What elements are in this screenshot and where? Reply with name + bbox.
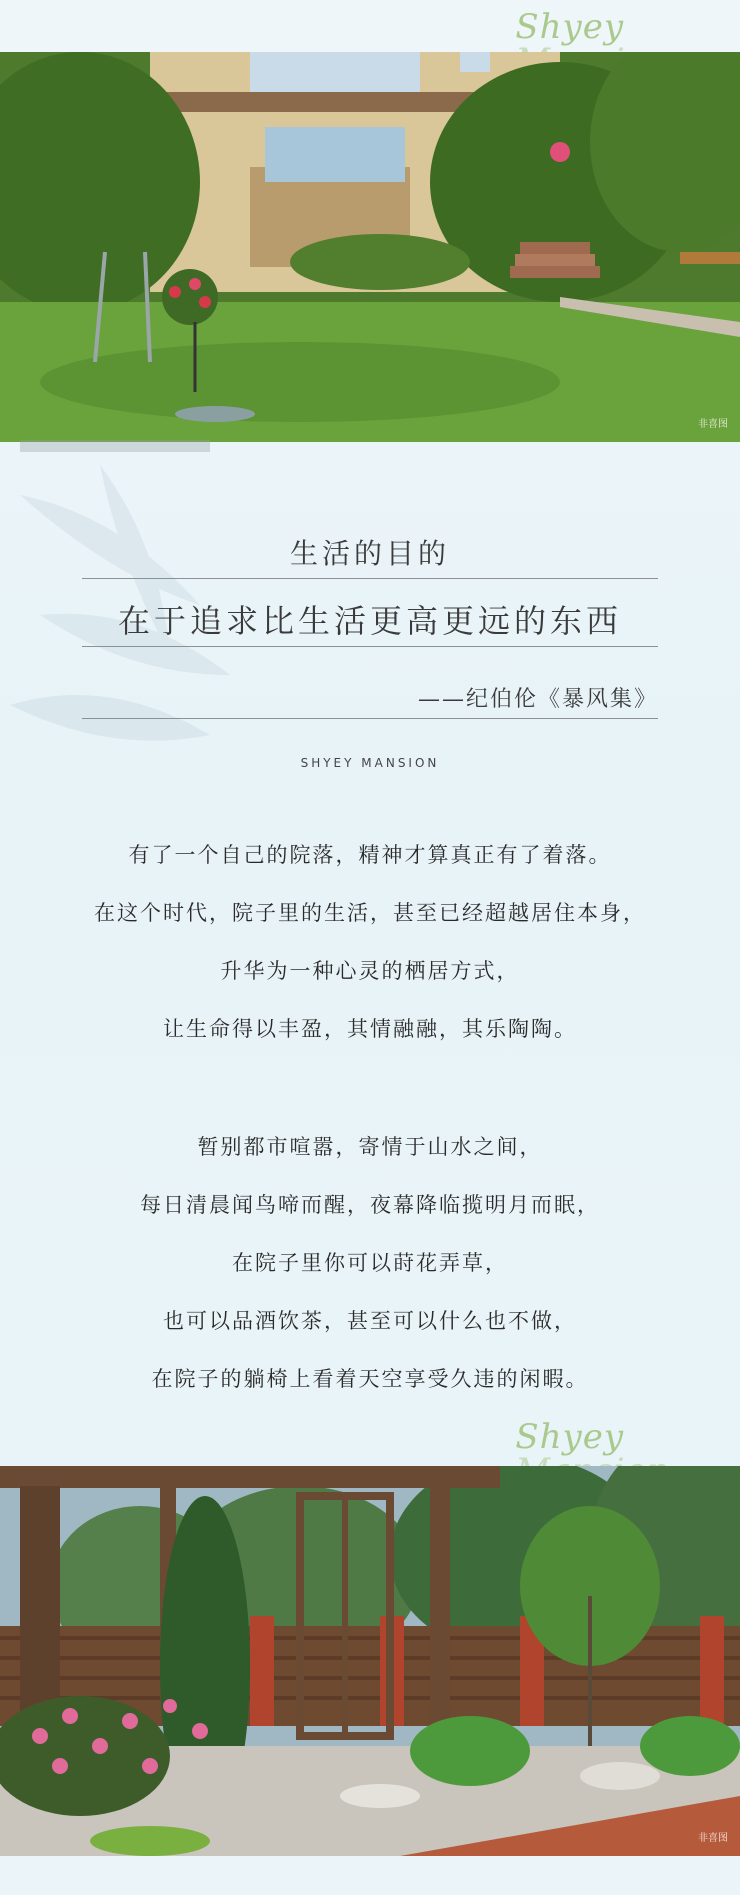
paragraph-line: 在院子的躺椅上看着天空享受久违的闲暇。 — [151, 1367, 589, 1391]
backyard-pergola-photo — [0, 1466, 740, 1856]
paragraph-line: 也可以品酒饮茶，甚至可以什么也不做， — [163, 1309, 577, 1333]
paragraph-line: 有了一个自己的院落，精神才算真正有了着落。 — [128, 843, 612, 867]
brand-line1: Shyey — [515, 1417, 625, 1457]
paragraph-line: 在这个时代，院子里的生活，甚至已经超越居住本身， — [94, 901, 646, 925]
section-subtitle: SHYEY MANSION — [300, 756, 440, 770]
photo-watermark: 非喜图 — [698, 1833, 728, 1844]
paragraph-2 — [0, 1118, 740, 1408]
photo-watermark: 非喜图 — [698, 419, 728, 430]
decorative-bar — [20, 440, 210, 452]
paragraph-line: 升华为一种心灵的栖居方式， — [220, 959, 520, 983]
paragraph-line: 在院子里你可以莳花弄草， — [232, 1251, 508, 1275]
quote-attribution: ——纪伯伦《暴风集》 — [417, 687, 658, 712]
quote-line-2: 在于追求比生活更高更远的东西 — [117, 602, 622, 640]
paragraph-1 — [0, 826, 740, 1058]
quote-divider — [82, 578, 658, 579]
paragraph-line: 暂别都市喧嚣，寄情于山水之间， — [197, 1135, 543, 1159]
paragraph-line: 每日清晨闻鸟啼而醒，夜幕降临揽明月而眠， — [140, 1193, 600, 1217]
paragraph-line: 让生命得以丰盈，其情融融，其乐陶陶。 — [163, 1017, 577, 1041]
quote-divider — [82, 718, 658, 719]
quote-divider — [82, 646, 658, 647]
house-garden-photo — [0, 52, 740, 442]
brand-line1: Shyey — [515, 7, 625, 47]
quote-line-1: 生活的目的 — [289, 537, 450, 570]
